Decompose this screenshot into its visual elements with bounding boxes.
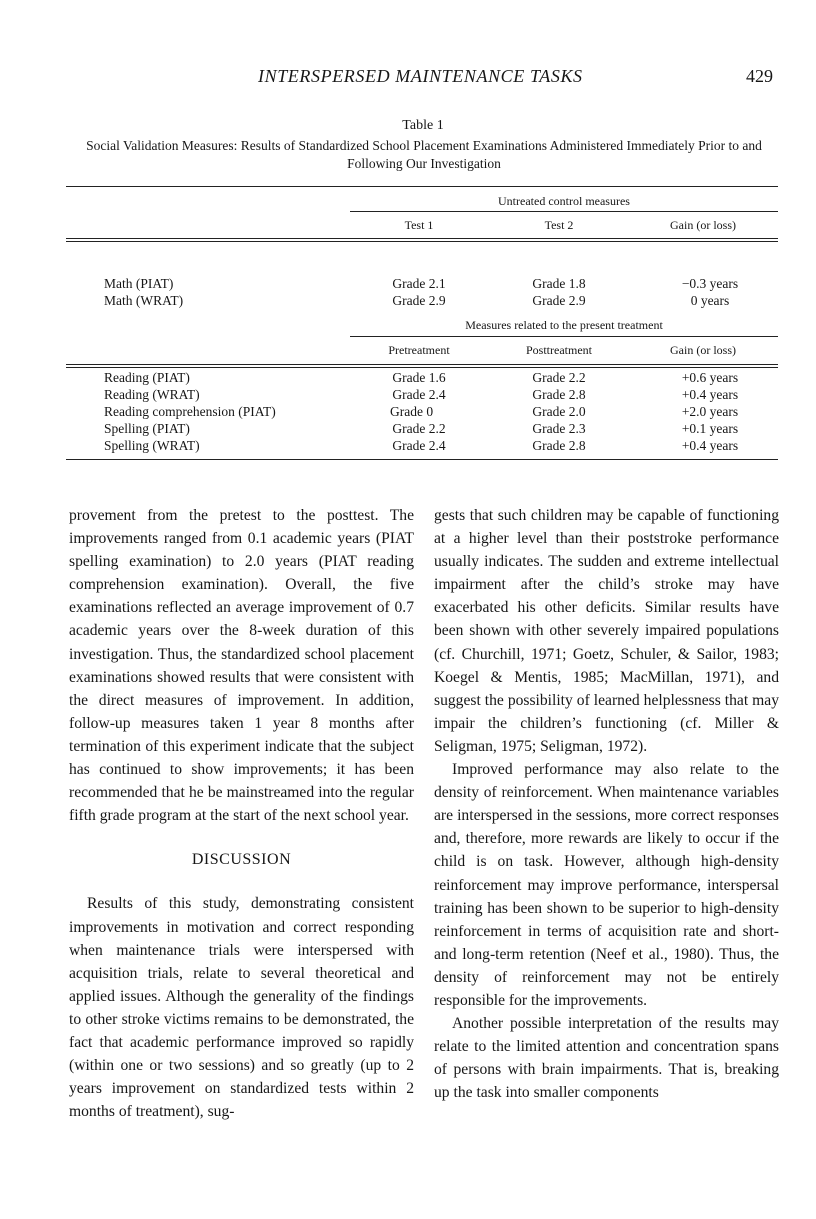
- group2-spanner-rule: [350, 336, 778, 337]
- table-row-measure: Spelling (WRAT): [104, 438, 200, 453]
- table-row-measure: Math (PIAT): [104, 276, 174, 291]
- left-column: [69, 504, 414, 1123]
- table-cell: +2.0 years: [681, 404, 739, 419]
- table-cell: Grade 2.3: [532, 421, 586, 436]
- table-cell: Grade 2.8: [532, 438, 586, 453]
- table-cell: +0.4 years: [681, 438, 739, 453]
- group2-header-rule-a: [66, 364, 778, 365]
- group1-spanner-rule: [350, 211, 778, 212]
- table-cell: Grade 2.0: [532, 404, 586, 419]
- section-heading: DISCUSSION: [191, 851, 292, 869]
- table-cell: Grade 1.8: [532, 276, 586, 291]
- table-cell: Grade 2.4: [392, 387, 446, 402]
- table-row-measure: Spelling (PIAT): [104, 421, 190, 436]
- table-cell: Grade 2.2: [532, 370, 586, 385]
- table-row-measure: Reading (WRAT): [104, 387, 200, 402]
- table-caption: Social Validation Measures: Results of Standardized School Placement Examinations Administered Immediately Prior to and Following Our Investigation: [86, 138, 762, 171]
- table-cell: Grade 2.9: [532, 293, 586, 308]
- group2-col-3: Gain (or loss): [670, 343, 736, 357]
- table-bottom-rule: [66, 459, 778, 460]
- page-number: 429: [746, 66, 773, 86]
- body-paragraph: Results of this study, demonstrating consistent improvements in motivation and correct responding when maintenance trials were interspersed with acquisition trials, relate to several theoretical and applied issues. Although the generality of the findings to other stroke victims remains to be demonstrated, the fact that academic performance improved so rapidly (within one or two sessions) and so greatly (up to 2 years improvement on standardized tests within 2 months of treatment), sug-: [69, 895, 414, 1121]
- group1-col-2: Test 2: [544, 218, 574, 232]
- table-row-measure: Reading (PIAT): [104, 370, 190, 385]
- body-paragraph: gests that such children may be capable of functioning at a higher level than their poststroke performance usually indicates. The sudden and extreme intellectual impairment after the child’s stroke may have exacerbated his other deficits. Similar results have been shown with other severely impaired populations (cf. Churchill, 1971; Goetz, Schuler, & Sailor, 1983; Koegel & Mentis, 1985; MacMillan, 1971), and suggest the possibility of learned helplessness that may impair the children’s functioning (cf. Miller & Seligman, 1975; Seligman, 1972).: [434, 507, 779, 755]
- table-cell: Grade 1.6: [392, 370, 446, 385]
- table-cell: Grade 2.8: [532, 387, 586, 402]
- table-row-measure: Math (WRAT): [104, 293, 184, 308]
- table-top-rule: [66, 186, 778, 187]
- group2-title: Measures related to the present treatment: [465, 318, 663, 332]
- right-column: [434, 504, 779, 1104]
- body-paragraph: Another possible interpretation of the results may relate to the limited attention and concentration spans of persons with brain impairments. That is, breaking up the task into smaller components: [434, 1015, 779, 1102]
- table-cell: +0.4 years: [681, 387, 739, 402]
- table-cell: +0.6 years: [681, 370, 739, 385]
- table-label: Table 1: [402, 118, 444, 133]
- group1-col-1: Test 1: [404, 218, 434, 232]
- group1-header-rule-b: [66, 241, 778, 242]
- running-title: INTERSPERSED MAINTENANCE TASKS: [258, 66, 583, 86]
- table-cell: Grade 2.1: [392, 276, 446, 291]
- group1-col-3: Gain (or loss): [670, 218, 736, 232]
- group2-col-2: Posttreatment: [526, 343, 592, 357]
- table-cell: −0.3 years: [681, 276, 739, 291]
- group2-header-rule-b: [66, 367, 778, 368]
- group1-header-rule-a: [66, 238, 778, 239]
- body-paragraph: Improved performance may also relate to the density of reinforcement. When maintenance variables are interspersed in the sessions, more correct responses and, therefore, more rewards are likely to occur if the child is on task. However, although high-density reinforcement may improve performance, interspersal training has been shown to be superior to high-density reinforcement in terms of acquisition rate and short- and long-term retention (Neef et al., 1980). Thus, the density of reinforcement may not be entirely responsible for the improvements.: [434, 761, 779, 1009]
- group1-title: Untreated control measures: [498, 194, 630, 208]
- group2-col-1: Pretreatment: [388, 343, 450, 357]
- table-row-measure: Reading comprehension (PIAT): [104, 404, 276, 419]
- table-cell: 0 years: [690, 293, 730, 308]
- table-cell: Grade 2.9: [392, 293, 446, 308]
- table-cell: Grade 0: [390, 404, 434, 419]
- body-paragraph: provement from the pretest to the posttest. The improvements ranged from 0.1 academic years (PIAT spelling examination) to 2.0 years (PIAT reading comprehension examination). Overall, the five examinations reflected an average improvement of 0.7 academic years over the 8-week duration of this investigation. Thus, the standardized school placement examinations showed results that were consistent with the direct measures of improvement. In addition, follow-up measures taken 1 year 8 months after termination of this experiment indicate that the subject has continued to show improvements; it has been recommended that he be mainstreamed into the regular fifth grade program at the start of the next school year.: [69, 507, 414, 825]
- table-cell: Grade 2.2: [392, 421, 446, 436]
- table-cell: +0.1 years: [681, 421, 739, 436]
- table-cell: Grade 2.4: [392, 438, 446, 453]
